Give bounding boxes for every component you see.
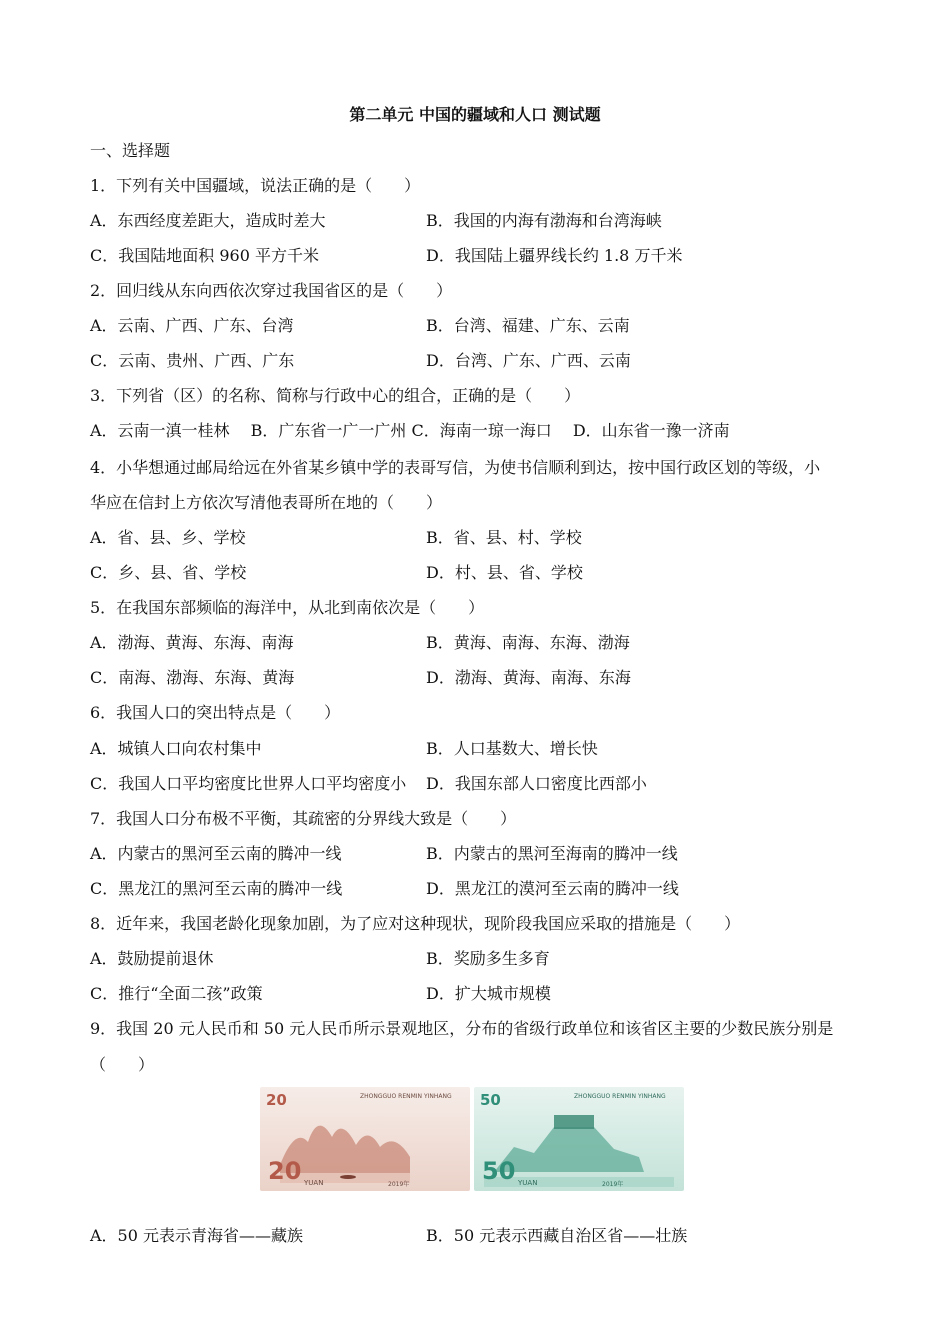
note20-unit: YUAN (304, 1179, 324, 1187)
q6-option-c[interactable]: C．我国人口平均密度比世界人口平均密度小 (90, 774, 407, 793)
q7-option-a[interactable]: A．内蒙古的黑河至云南的腾冲一线 (90, 844, 342, 863)
q1-option-c[interactable]: C．我国陆地面积 960 平方千米 (90, 246, 319, 265)
banknote-50-yuan-image (474, 1087, 684, 1191)
note20-bank-name: ZHONGGUO RENMIN YINHANG (360, 1093, 452, 1100)
q2-option-b[interactable]: B．台湾、福建、广东、云南 (426, 316, 630, 335)
q4-option-b[interactable]: B．省、县、村、学校 (426, 528, 582, 547)
banknote-images (260, 1087, 694, 1191)
q2-option-a[interactable]: A．云南、广西、广东、台湾 (90, 316, 294, 335)
q4-option-a[interactable]: A．省、县、乡、学校 (90, 528, 246, 547)
question-5: 5．在我国东部频临的海洋中，从北到南依次是（ ） (90, 598, 485, 617)
q3-options[interactable]: A．云南一滇一桂林 B．广东省一广一广州 C．海南一琼一海口 D．山东省一豫一济南 (90, 421, 730, 440)
q8-option-c[interactable]: C．推行“全面二孩”政策 (90, 984, 263, 1003)
question-1: 1．下列有关中国疆域，说法正确的是（ ） (90, 176, 421, 195)
q2-option-c[interactable]: C．云南、贵州、广西、广东 (90, 351, 295, 370)
question-9-cont: （ ） (90, 1055, 155, 1074)
q9-option-a[interactable]: A．50 元表示青海省——藏族 (90, 1226, 304, 1245)
q8-option-a[interactable]: A．鼓励提前退休 (90, 949, 214, 968)
q4-option-c[interactable]: C．乡、县、省、学校 (90, 563, 247, 582)
q6-option-d[interactable]: D．我国东部人口密度比西部小 (426, 774, 647, 793)
q5-option-d[interactable]: D．渤海、黄海、南海、东海 (426, 668, 631, 687)
banknote-20-yuan-image (260, 1087, 470, 1191)
q1-option-a[interactable]: A．东西经度差距大，造成时差大 (90, 211, 326, 230)
q1-option-d[interactable]: D．我国陆上疆界线长约 1.8 万千米 (426, 246, 683, 265)
question-7: 7．我国人口分布极不平衡，其疏密的分界线大致是（ ） (90, 809, 517, 828)
q8-option-b[interactable]: B．奖励多生多育 (426, 949, 550, 968)
note20-year: 2019年 (388, 1181, 410, 1188)
question-9: 9．我国 20 元人民币和 50 元人民币所示景观地区，分布的省级行政单位和该省区主要的少数民族分别是 (90, 1019, 834, 1038)
note50-unit: YUAN (518, 1179, 538, 1187)
note50-year: 2019年 (602, 1181, 624, 1188)
question-6: 6．我国人口的突出特点是（ ） (90, 703, 341, 722)
question-2: 2．回归线从东向西依次穿过我国省区的是（ ） (90, 281, 453, 300)
note50-bank-name: ZHONGGUO RENMIN YINHANG (574, 1093, 666, 1100)
q7-option-c[interactable]: C．黑龙江的黑河至云南的腾冲一线 (90, 879, 343, 898)
q8-option-d[interactable]: D．扩大城市规模 (426, 984, 551, 1003)
q7-option-d[interactable]: D．黑龙江的漠河至云南的腾冲一线 (426, 879, 679, 898)
q6-option-b[interactable]: B．人口基数大、增长快 (426, 739, 598, 758)
note50-value-top: 50 (480, 1091, 501, 1109)
question-3: 3．下列省（区）的名称、简称与行政中心的组合，正确的是（ ） (90, 386, 581, 405)
note20-value-bottom: 20 (268, 1157, 302, 1185)
note50-value-bottom: 50 (482, 1157, 516, 1185)
question-4: 4．小华想通过邮局给远在外省某乡镇中学的表哥写信，为使书信顺利到达，按中国行政区划的等级，小 (90, 458, 821, 477)
q7-option-b[interactable]: B．内蒙古的黑河至海南的腾冲一线 (426, 844, 678, 863)
q5-option-c[interactable]: C．南海、渤海、东海、黄海 (90, 668, 295, 687)
q6-option-a[interactable]: A．城镇人口向农村集中 (90, 739, 262, 758)
q5-option-b[interactable]: B．黄海、南海、东海、渤海 (426, 633, 630, 652)
section-heading: 一、选择题 (90, 141, 171, 160)
q9-option-b[interactable]: B．50 元表示西藏自治区省——壮族 (426, 1226, 688, 1245)
question-4-cont: 华应在信封上方依次写清他表哥所在地的（ ） (90, 493, 443, 512)
q1-option-b[interactable]: B．我国的内海有渤海和台湾海峡 (426, 211, 662, 230)
q4-option-d[interactable]: D．村、县、省、学校 (426, 563, 583, 582)
q5-option-a[interactable]: A．渤海、黄海、东海、南海 (90, 633, 294, 652)
question-8: 8．近年来，我国老龄化现象加剧，为了应对这种现状，现阶段我国应采取的措施是（ ） (90, 914, 741, 933)
note20-value-top: 20 (266, 1091, 287, 1109)
q2-option-d[interactable]: D．台湾、广东、广西、云南 (426, 351, 631, 370)
page-title: 第二单元 中国的疆域和人口 测试题 (349, 105, 601, 124)
